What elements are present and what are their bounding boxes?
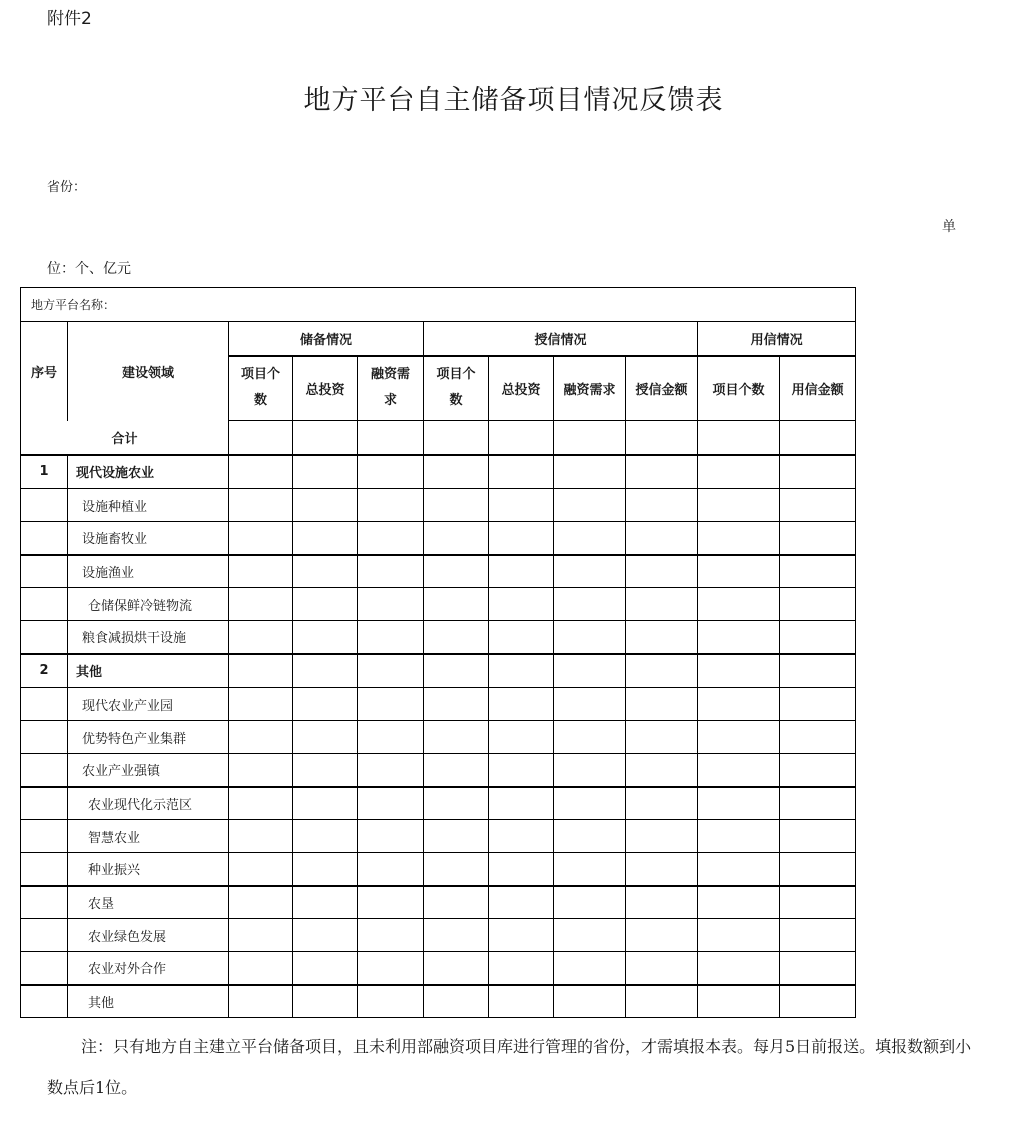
table-row [21,688,856,721]
table-cell[interactable] [293,421,358,455]
category-row [21,455,856,489]
table-cell[interactable] [554,919,626,952]
category-number: 2 [21,654,68,688]
table-cell[interactable] [554,621,626,654]
table-row [21,522,856,555]
domain-item-label: 设施种植业 [68,489,229,522]
table-row [21,820,856,853]
table-cell[interactable] [554,853,626,886]
table-cell[interactable] [489,721,554,754]
table-cell[interactable] [554,754,626,787]
table-cell[interactable] [293,555,358,588]
table-cell[interactable] [698,654,780,688]
table-cell[interactable] [424,985,489,1018]
table-cell[interactable] [293,820,358,853]
table-cell[interactable] [780,455,856,489]
table-cell[interactable] [780,688,856,721]
table-cell[interactable] [293,654,358,688]
domain-item-label: 农垦 [68,886,229,919]
table-cell[interactable] [293,522,358,555]
table-cell[interactable] [626,489,698,522]
table-cell[interactable] [489,555,554,588]
domain-item-label: 其他 [68,985,229,1018]
table-cell[interactable] [698,455,780,489]
table-cell[interactable] [698,754,780,787]
feedback-table [20,287,856,1018]
row-seq-cell [21,952,68,985]
table-cell[interactable] [489,853,554,886]
table-cell[interactable] [229,455,293,489]
platform-name-label: 地方平台名称： [21,288,856,322]
table-cell[interactable] [554,421,626,455]
table-cell[interactable] [780,886,856,919]
table-cell[interactable] [489,952,554,985]
table-cell[interactable] [489,820,554,853]
table-cell[interactable] [358,421,424,455]
domain-item-label: 农业产业强镇 [68,754,229,787]
domain-item-label: 农业现代化示范区 [68,787,229,820]
reserve-col-investment: 总投资 [293,356,358,421]
domain-item-label: 种业振兴 [68,853,229,886]
domain-item-label: 农业绿色发展 [68,919,229,952]
table-cell[interactable] [626,754,698,787]
table-cell[interactable] [358,919,424,952]
category-name: 其他 [68,654,229,688]
row-seq-cell [21,853,68,886]
usage-col-amount: 用信金额 [780,356,856,421]
footnote-text: 注：只有地方自主建立平台储备项目，且未利用部融资项目库进行管理的省份，才需填报本表。每月5日前报送。填报数额到小数点后1位。 [47,1037,972,1097]
table-cell[interactable] [229,621,293,654]
table-cell[interactable] [424,654,489,688]
table-cell[interactable] [626,787,698,820]
table-cell[interactable] [358,787,424,820]
table-cell[interactable] [293,886,358,919]
table-cell[interactable] [626,688,698,721]
table-cell[interactable] [358,455,424,489]
table-cell[interactable] [293,754,358,787]
table-cell[interactable] [780,952,856,985]
table-cell[interactable] [626,721,698,754]
row-seq-cell [21,721,68,754]
table-cell[interactable] [293,688,358,721]
category-number: 1 [21,455,68,489]
table-cell[interactable] [358,985,424,1018]
table-cell[interactable] [424,555,489,588]
table-row [21,588,856,621]
table-cell[interactable] [293,787,358,820]
table-cell[interactable] [293,919,358,952]
table-cell[interactable] [780,985,856,1018]
table-cell[interactable] [489,455,554,489]
table-cell[interactable] [698,555,780,588]
table-cell[interactable] [489,787,554,820]
table-row [21,886,856,919]
table-cell[interactable] [424,886,489,919]
table-cell[interactable] [780,754,856,787]
table-cell[interactable] [626,919,698,952]
table-cell[interactable] [626,621,698,654]
credit-col-amount: 授信金额 [626,356,698,421]
table-cell[interactable] [358,886,424,919]
table-cell[interactable] [358,721,424,754]
table-cell[interactable] [424,919,489,952]
table-cell[interactable] [780,555,856,588]
category-row [21,654,856,688]
table-cell[interactable] [358,853,424,886]
group-credit-header: 授信情况 [424,322,698,356]
table-cell[interactable] [780,421,856,455]
domain-item-label: 粮食减损烘干设施 [68,621,229,654]
table-cell[interactable] [780,654,856,688]
table-cell[interactable] [698,721,780,754]
table-row [21,754,856,787]
table-row [21,787,856,820]
table-cell[interactable] [358,489,424,522]
table-row [21,489,856,522]
table-cell[interactable] [489,886,554,919]
table-cell[interactable] [358,952,424,985]
table-cell[interactable] [554,588,626,621]
table-cell[interactable] [780,588,856,621]
total-row-label: 合计 [21,421,229,455]
table-cell[interactable] [554,489,626,522]
table-cell[interactable] [229,787,293,820]
table-cell[interactable] [554,522,626,555]
table-cell[interactable] [698,787,780,820]
table-cell[interactable] [424,787,489,820]
table-cell[interactable] [698,421,780,455]
table-cell[interactable] [698,522,780,555]
table-cell[interactable] [698,588,780,621]
row-seq-cell [21,522,68,555]
table-cell[interactable] [293,455,358,489]
table-cell[interactable] [489,522,554,555]
table-cell[interactable] [698,688,780,721]
table-cell[interactable] [698,853,780,886]
table-cell[interactable] [424,455,489,489]
table-cell[interactable] [293,621,358,654]
table-cell[interactable] [554,555,626,588]
table-row [21,721,856,754]
table-cell[interactable] [229,588,293,621]
credit-col-count: 项目个数 [424,356,489,421]
table-cell[interactable] [229,421,293,455]
table-cell[interactable] [358,820,424,853]
table-cell[interactable] [358,654,424,688]
table-cell[interactable] [424,588,489,621]
row-seq-cell [21,588,68,621]
domain-item-label: 农业对外合作 [68,952,229,985]
page-title: 地方平台自主储备项目情况反馈表 [303,85,724,116]
footnote [47,1026,977,1108]
table-cell[interactable] [698,985,780,1018]
table-cell[interactable] [554,985,626,1018]
table-cell[interactable] [626,421,698,455]
table-cell[interactable] [424,522,489,555]
domain-item-label: 设施渔业 [68,555,229,588]
col-domain-header: 建设领域 [68,322,229,421]
table-cell[interactable] [229,688,293,721]
table-cell[interactable] [626,952,698,985]
table-cell[interactable] [780,853,856,886]
domain-item-label: 仓储保鲜冷链物流 [68,588,229,621]
table-row [21,621,856,654]
table-cell[interactable] [229,555,293,588]
table-row [21,555,856,588]
usage-col-count: 项目个数 [698,356,780,421]
table-cell[interactable] [489,654,554,688]
table-cell[interactable] [229,721,293,754]
table-cell[interactable] [698,886,780,919]
table-cell[interactable] [698,489,780,522]
table-cell[interactable] [424,853,489,886]
row-seq-cell [21,886,68,919]
table-cell[interactable] [229,820,293,853]
row-seq-cell [21,919,68,952]
row-seq-cell [21,754,68,787]
reserve-col-count: 项目个数 [229,356,293,421]
row-seq-cell [21,621,68,654]
table-cell[interactable] [554,688,626,721]
col-seq-header: 序号 [21,322,68,421]
table-cell[interactable] [626,455,698,489]
row-seq-cell [21,688,68,721]
group-usage-header: 用信情况 [698,322,856,356]
category-name: 现代设施农业 [68,455,229,489]
table-cell[interactable] [626,886,698,919]
table-cell[interactable] [780,721,856,754]
table-cell[interactable] [626,588,698,621]
table-cell[interactable] [293,489,358,522]
table-cell[interactable] [780,621,856,654]
table-cell[interactable] [424,421,489,455]
table-cell[interactable] [626,985,698,1018]
table-cell[interactable] [698,952,780,985]
table-cell[interactable] [554,952,626,985]
table-cell[interactable] [780,522,856,555]
credit-col-financing: 融资需求 [554,356,626,421]
table-cell[interactable] [293,985,358,1018]
domain-item-label: 设施畜牧业 [68,522,229,555]
table-cell[interactable] [229,985,293,1018]
table-cell[interactable] [424,721,489,754]
table-cell[interactable] [229,886,293,919]
table-cell[interactable] [358,621,424,654]
table-cell[interactable] [489,688,554,721]
row-seq-cell [21,555,68,588]
table-cell[interactable] [229,919,293,952]
table-cell[interactable] [698,820,780,853]
table-cell[interactable] [626,555,698,588]
table-cell[interactable] [358,754,424,787]
row-seq-cell [21,489,68,522]
table-cell[interactable] [489,754,554,787]
table-cell[interactable] [626,654,698,688]
table-cell[interactable] [424,688,489,721]
table-cell[interactable] [293,853,358,886]
row-seq-cell [21,985,68,1018]
group-reserve-header: 储备情况 [229,322,424,356]
table-cell[interactable] [424,952,489,985]
table-cell[interactable] [229,654,293,688]
table-cell[interactable] [489,621,554,654]
table-cell[interactable] [424,754,489,787]
table-cell[interactable] [698,919,780,952]
table-cell[interactable] [358,688,424,721]
table-cell[interactable] [626,820,698,853]
domain-item-label: 优势特色产业集群 [68,721,229,754]
table-cell[interactable] [358,588,424,621]
unit-label-part2: 位：个、亿元 [47,261,131,277]
table-cell[interactable] [424,621,489,654]
table-row [21,985,856,1018]
table-cell[interactable] [229,522,293,555]
table-cell[interactable] [780,820,856,853]
table-cell[interactable] [293,952,358,985]
table-cell[interactable] [489,919,554,952]
unit-label-part1: 单 [942,219,956,235]
table-cell[interactable] [489,489,554,522]
table-cell[interactable] [424,489,489,522]
row-seq-cell [21,820,68,853]
table-cell[interactable] [780,919,856,952]
table-cell[interactable] [229,952,293,985]
table-cell[interactable] [489,588,554,621]
table-row [21,919,856,952]
table-cell[interactable] [626,853,698,886]
province-label: 省份： [47,180,87,195]
table-cell[interactable] [554,455,626,489]
table-cell[interactable] [626,522,698,555]
table-cell[interactable] [554,886,626,919]
table-cell[interactable] [489,985,554,1018]
table-cell[interactable] [554,654,626,688]
table-cell[interactable] [554,787,626,820]
table-cell[interactable] [780,489,856,522]
table-cell[interactable] [698,621,780,654]
domain-item-label: 现代农业产业园 [68,688,229,721]
table-cell[interactable] [358,555,424,588]
table-cell[interactable] [554,820,626,853]
row-seq-cell [21,787,68,820]
table-cell[interactable] [489,421,554,455]
table-cell[interactable] [554,721,626,754]
table-cell[interactable] [424,820,489,853]
table-cell[interactable] [358,522,424,555]
table-cell[interactable] [780,787,856,820]
domain-item-label: 智慧农业 [68,820,229,853]
credit-col-investment: 总投资 [489,356,554,421]
reserve-col-financing: 融资需求 [358,356,424,421]
table-cell[interactable] [229,489,293,522]
table-cell[interactable] [229,754,293,787]
table-cell[interactable] [229,853,293,886]
table-cell[interactable] [293,721,358,754]
table-row [21,853,856,886]
table-cell[interactable] [293,588,358,621]
attachment-label: 附件2 [47,9,92,29]
table-row [21,952,856,985]
